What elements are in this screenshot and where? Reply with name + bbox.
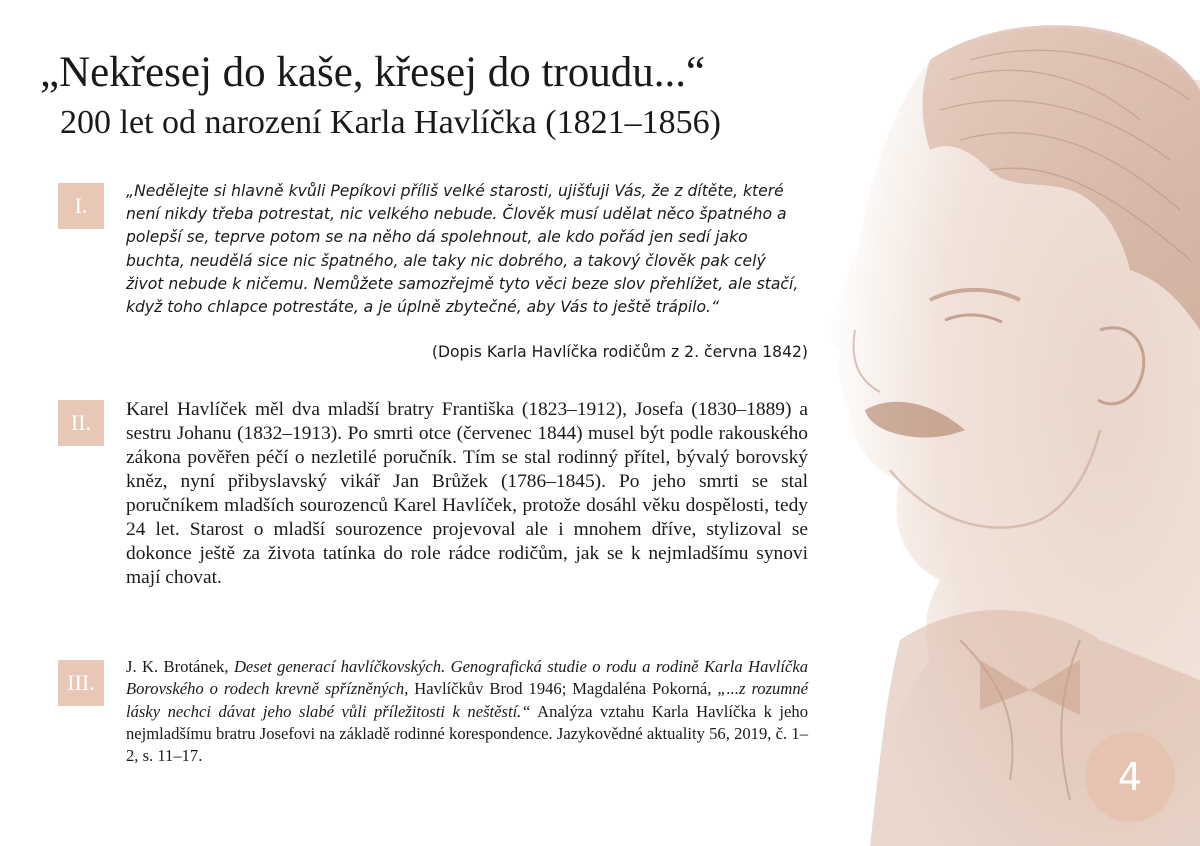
reference-title: „...z rozumné lásky nechci dávat jeho slabé vůli příležitosti k neštěstí.“ bbox=[126, 679, 809, 721]
section-numeral-badge: II. bbox=[58, 400, 104, 446]
reference-title: Deset generací havlíčkovských. Genografická studie o rodu a rodině Karla Havlíčka Borovského o rodech krevně spřízněných bbox=[126, 657, 808, 699]
references bbox=[126, 656, 808, 767]
reference-details: , Havlíčkův Brod 1946; bbox=[404, 679, 573, 699]
page-subtitle: 200 let od narození Karla Havlíčka (1821–1856) bbox=[60, 104, 721, 141]
reference-details: Analýza vztahu Karla Havlíčka k jeho nejmladšímu bratru Josefovi na základě rodinné korespondence. Jazykovědné aktuality 56, 2019, č. 1–2, s. 11–17. bbox=[126, 701, 808, 766]
section-quote: „Nedělejte si hlavně kvůli Pepíkovi příliš velké starosti, ujišťuji Vás, že z dítěte, které není nikdy třeba potrestat, nic velkého nebude. Člověk musí udělat něco špatného a polepší se, teprve potom se na něho dá spolehnout, ale kdo pořád jen sedí jako buchta, neudělá sice nic špatného, ale taky nic dobrého, a takový člověk pak celý život nebude k ničemu. Nemůžete samozřejmě tyto věci beze slov přehlížet, ale stačí, když toho chlapce potrestáte, a je úplně zbytečné, aby Vás to ještě trápilo.“ bbox=[126, 182, 799, 317]
reference-author: Magdaléna Pokorná, bbox=[572, 679, 718, 699]
section-body-text: Karel Havlíček měl dva mladší bratry Františka (1823–1912), Josefa (1830–1889) a sestru Johanu (1832–1913). Po smrti otce (červenec 1844) musel být podle rakouského zákona pověřen péčí o nezletilé poručník. Tím se stal rodinný přítel, bývalý borovský kněz, nyní přibyslavský vikář Jan Brůžek (1786–1845). Po jeho smrti se stal poručníkem mladších sourozenců Karel Havlíček, protože dosáhl věku dospělosti, tedy 24 let. Starost o mladší sourozence projevoval ale i mnohem dříve, stylizoval se dokonce ještě za života tatínka do role rádce rodičům, jak se k nejmladšímu synovi mají chovat. bbox=[126, 399, 808, 588]
section-numeral-badge: III. bbox=[58, 660, 104, 706]
page-title: „Nekřesej do kaše, křesej do troudu...“ bbox=[40, 49, 706, 96]
quote-source: (Dopis Karla Havlíčka rodičům z 2. června 1842) bbox=[431, 343, 808, 361]
reference-author: J. K. Brotánek, bbox=[126, 657, 234, 676]
section-numeral-badge: I. bbox=[58, 183, 104, 229]
page-number: 4 bbox=[1085, 732, 1175, 822]
